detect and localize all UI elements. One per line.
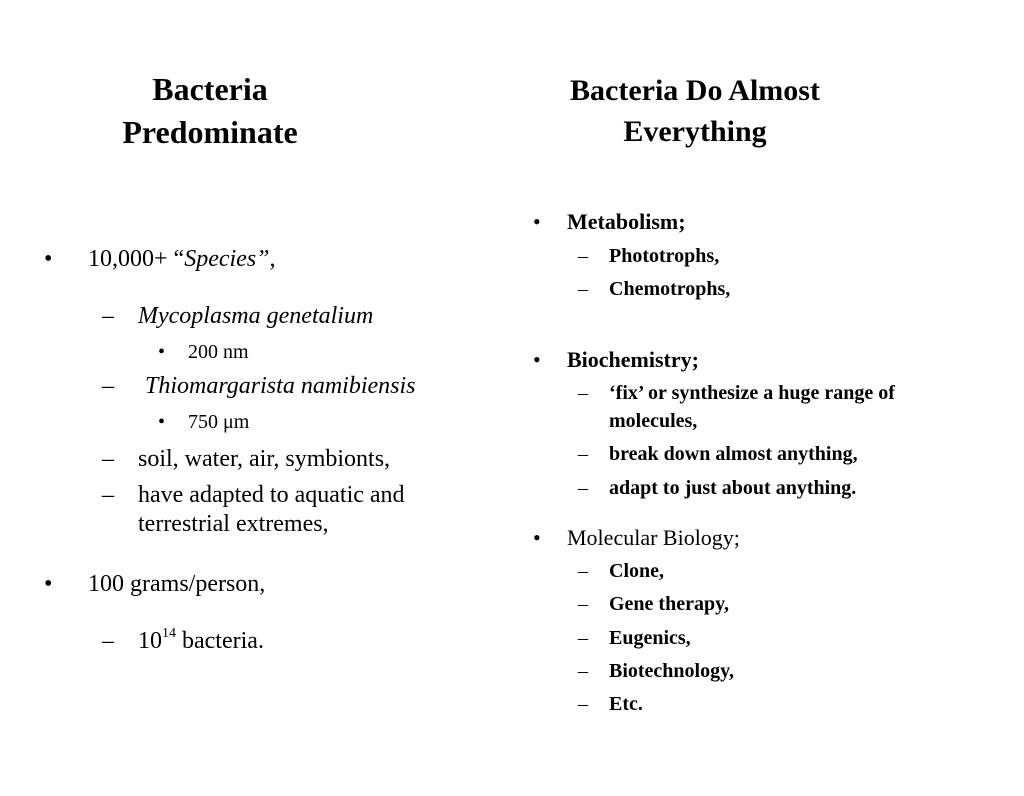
right-title-line1: Bacteria Do Almost [570,74,820,107]
adapt-text: adapt to just about anything. [609,477,857,499]
left-title [60,68,360,154]
dash-marker: – [578,627,588,649]
mycoplasma-size-text: 200 nm [188,341,249,363]
adapted-text-line2: terrestrial extremes, [138,511,329,537]
bullet-marker: • [44,246,53,272]
dash-marker: – [578,278,588,300]
biotechnology-text: Biotechnology, [609,660,735,682]
mass-text: 100 grams/person, [88,571,266,597]
thiomargarita-text: Thiomargarista namibiensis [145,373,416,399]
bullet-marker: • [158,341,166,363]
bullet-marker: • [533,525,541,550]
clone-text: Clone, [609,560,664,582]
adapted-text-line1: have adapted to aquatic and [138,482,405,508]
dash-marker: – [578,660,588,682]
dash-marker: – [578,693,588,715]
dash-marker: – [578,245,588,267]
bullet-marker: • [533,347,541,372]
habitats-text: soil, water, air, symbionts, [138,446,391,472]
phototrophs-text: Phototrophs, [609,245,720,267]
dash-marker: – [102,628,114,654]
thiomargarita-size-text: 750 μm [188,411,250,433]
dash-marker: – [102,373,114,399]
dash-marker: – [578,443,588,465]
dash-marker: – [102,482,114,508]
dash-marker: – [102,446,114,472]
fix-text-line2: molecules, [609,410,698,432]
count-text: $10^{14}$ bacteria. [138,626,264,654]
biochemistry-text: Biochemistry; [567,347,699,372]
count-exponent: 14 [162,626,176,641]
right-title-line2: Everything [623,115,767,148]
bullet-marker: • [533,209,541,234]
dash-marker: – [102,303,114,329]
molecular-biology-text: Molecular Biology; [567,525,740,550]
metabolism-text: Metabolism; [567,209,686,234]
mycoplasma-text: Mycoplasma genetalium [138,303,374,329]
etc-text: Etc. [609,693,643,715]
left-title-line1: Bacteria [152,71,268,107]
dash-marker: – [578,477,588,499]
bullet-marker: • [158,411,166,433]
gene-therapy-text: Gene therapy, [609,593,729,615]
bullet-marker: • [44,571,53,597]
eugenics-text: Eugenics, [609,627,691,649]
right-title [520,70,870,152]
left-title-line2: Predominate [122,114,298,150]
dash-marker: – [578,560,588,582]
break-down-text: break down almost anything, [609,443,858,465]
dash-marker: – [578,382,588,404]
dash-marker: – [578,593,588,615]
fix-text-line1: ‘fix’ or synthesize a huge range of [609,382,895,404]
species-text: 10,000+ “Species”, [88,246,276,272]
chemotrophs-text: Chemotrophs, [609,278,731,300]
